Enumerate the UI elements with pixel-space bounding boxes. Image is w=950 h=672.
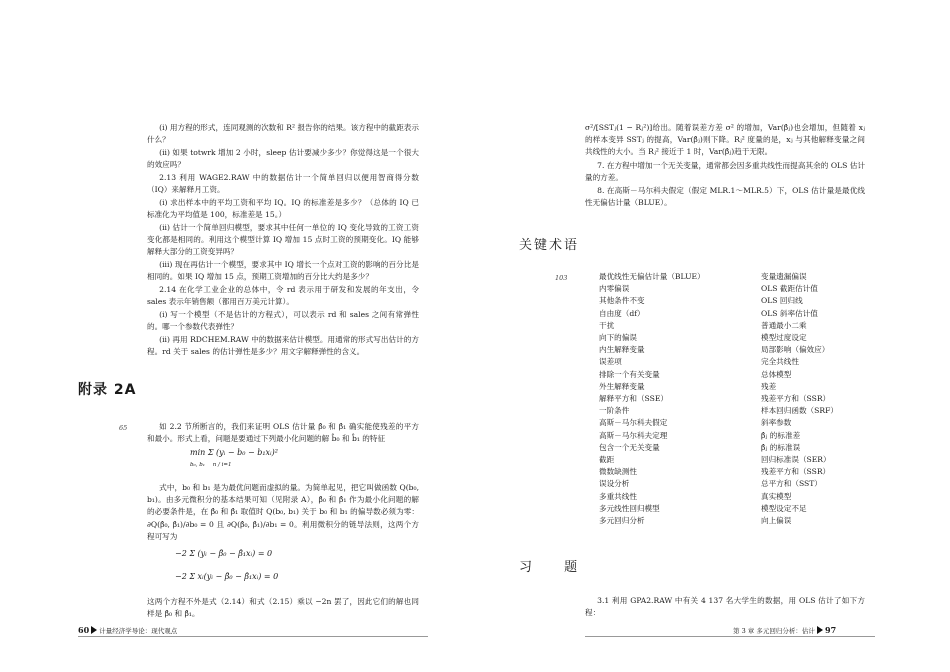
term: 误设分析 <box>599 479 630 489</box>
term: 局部影响（偏效应） <box>761 345 830 355</box>
equation-1: −2 Σ (yᵢ − β̂₀ − β̂₁xᵢ) = 0 <box>175 549 273 558</box>
formula-min-subscript: b₀, b₁ <box>190 462 205 468</box>
left-footer-title: 计量经济学导论：现代观点 <box>99 627 178 635</box>
term: 干扰 <box>599 320 615 330</box>
term: OLS 斜率估计值 <box>761 308 818 318</box>
term: 向下的偏误 <box>599 333 637 343</box>
right-paragraph: 8. 在高斯－马尔科夫假定（假定 MLR.1～MLR.5）下，OLS 估计量是最优线性无偏估计量（BLUE）。 <box>585 186 865 208</box>
left-paragraph: (i) 用方程的形式，连同观测的次数和 R² 报告你的结果。该方程中的截距表示什么？ <box>147 123 419 145</box>
term: 高斯－马尔科夫定理 <box>599 430 668 440</box>
key-terms-heading: 关键术语 <box>519 238 580 253</box>
formula-sum-limits: n / i=1 <box>212 462 232 468</box>
left-paragraph: 2.13 利用 WAGE2.RAW 中的数据估计一个简单回归以便用智商得分数（IQ）来解释月工资。 <box>147 173 419 195</box>
right-paragraph: 7. 在方程中增加一个无关变量，通常都会因多重共线性而提高其余的 OLS 估计量的方差。 <box>585 161 865 183</box>
term: 高斯－马尔科夫假定 <box>599 418 668 428</box>
left-paragraph: (i) 求出样本中的平均工资和平均 IQ。IQ 的标准差是多少？（总体的 IQ 已标准化为平均值是 100，标准差是 15。） <box>147 198 419 220</box>
left-paragraph: 2.14 在化学工业企业的总体中，令 rd 表示用于研发和发展的年支出，令 sales 表示年销售额（都用百万美元计算）。 <box>147 285 419 307</box>
term: 总平方和（SST） <box>761 479 822 489</box>
term: 自由度（df） <box>599 308 645 318</box>
term: 多重共线性 <box>599 491 637 501</box>
term: 总体模型 <box>761 369 792 379</box>
appendix-body: 式中，b₀ 和 b₁ 是为最优问题而虚拟的量。为简单起见，把它叫做函数 Q(b₀, b₁)。由多元微积分的基本结果可知（见附录 A），β̂₀ 和 β̂₁ 作为最小化问题的解的必要条件是，在 β̂₀ 和 β̂₁ 取值时 Q(b₀, b₁) 关于 b₀ 和 b₁ 的偏导数必须为零：∂Q(β̂₀, β̂₁)/∂b₀ = 0 且 ∂Q(β̂₀, β̂₁)/∂b₁ = 0。利用微积分的链导法则，这两个方程可写为 <box>147 483 419 541</box>
right-footer-rule <box>585 636 875 637</box>
exercises-heading: 习 题 <box>519 560 592 575</box>
term: 模型设定不足 <box>761 503 807 513</box>
term: 残差平方和（SSR） <box>761 467 831 477</box>
key-terms-col1 <box>599 271 705 527</box>
term: 内生解释变量 <box>599 345 645 355</box>
term: OLS 截距估计值 <box>761 284 818 294</box>
term: 斜率参数 <box>761 418 792 428</box>
term: 样本回归函数（SRF） <box>761 406 838 416</box>
right-footer-title: 第 3 章 多元回归分析：估计 <box>733 627 815 635</box>
margin-page-number: 103 <box>555 274 568 282</box>
equation-2: −2 Σ xᵢ(yᵢ − β̂₀ − β̂₁xᵢ) = 0 <box>175 572 279 581</box>
appendix-intro: 如 2.2 节所断言的，我们来证明 OLS 估计量 β̂₀ 和 β̂₁ 确实能使残差的平方和最小。形式上看，问题是要通过下列最小化问题的解 b̂₀ 和 b̂₁ 的特征 <box>147 422 419 444</box>
right-page <box>475 0 950 672</box>
term: 包含一个无关变量 <box>599 442 660 452</box>
footer-arrow-icon <box>91 626 97 634</box>
term: 排除一个有关变量 <box>599 369 660 379</box>
term: 其他条件不变 <box>599 296 645 306</box>
term: 多元回归分析 <box>599 516 645 526</box>
term: 普通最小二乘 <box>761 320 807 330</box>
minimization-subscript <box>190 462 231 468</box>
footer-arrow-icon <box>817 626 823 634</box>
term: 内零偏误 <box>599 284 630 294</box>
left-paragraph: (ii) 估计一个简单回归模型，要求其中任何一单位的 IQ 变化导致的工资工资变化都是相同的。利用这个模型计算 IQ 增加 15 点时工资的预期变化。IQ 能够解释大部分的工资变异吗？ <box>147 223 419 257</box>
left-paragraph: (ii) 再用 RDCHEM.RAW 中的数据来估计模型。用通常的形式写出估计的方程。rd 关于 sales 的估计弹性是多少？用文字解释弹性的含义。 <box>147 335 419 357</box>
left-footer-page: 60 <box>78 625 90 635</box>
term: 向上偏误 <box>761 516 792 526</box>
term: β̂ⱼ 的标准差 <box>761 430 801 440</box>
right-footer <box>733 625 836 635</box>
term: 误差项 <box>599 357 622 367</box>
term: 回归标准误（SER） <box>761 455 831 465</box>
term: 真实模型 <box>761 491 792 501</box>
term: 残差 <box>761 381 777 391</box>
term: 变量遗漏偏误 <box>761 272 807 281</box>
margin-page-number: 65 <box>119 424 128 432</box>
left-footer <box>78 625 177 635</box>
left-paragraph: (i) 写一个模型（不是估计的方程式），可以表示 rd 和 sales 之间有常弹性的。哪一个参数代表弹性？ <box>147 310 419 332</box>
term: 解释平方和（SSE） <box>599 394 668 404</box>
left-paragraph: (ii) 如果 totwrk 增加 2 小时，sleep 估计要减少多少？你觉得这是一个很大的效应吗？ <box>147 148 419 170</box>
minimization-formula <box>190 448 278 457</box>
key-terms-col2 <box>761 271 838 527</box>
term: 残差平方和（SSR） <box>761 394 831 404</box>
term: β̂ⱼ 的标准误 <box>761 442 801 452</box>
right-footer-page: 97 <box>825 625 837 635</box>
term: 多元线性回归模型 <box>599 503 660 513</box>
term: 一阶条件 <box>599 406 630 416</box>
left-paragraph: (iii) 现在再估计一个模型，要求其中 IQ 增长一个点对工资的影响的百分比是相同的。如果 IQ 增加 15 点，预期工资增加的百分比大约是多少？ <box>147 260 419 282</box>
right-paragraph: σ²/[SSTⱼ(1 − Rⱼ²)]给出。随着误差方差 σ² 的增加，Var(β̂ⱼ)也会增加，但随着 xⱼ 的样本变异 SSTⱼ 的提高，Var(β̂ⱼ)则下降。Rⱼ² 度量的是，xⱼ 与其他解释变量之间共线性的大小。当 Rⱼ² 接近于 1 时，Var(β̂ⱼ)趋于无限。 <box>585 123 865 157</box>
term: 外生解释变量 <box>599 381 645 391</box>
exercise-3-1: 3.1 利用 GPA2.RAW 中有关 4 137 名大学生的数据，用 OLS 估计了如下方程： <box>585 596 865 618</box>
appendix-heading: 附录 2A <box>78 382 137 398</box>
term: 最优线性无偏估计量（BLUE） <box>599 272 705 281</box>
left-footer-rule <box>78 636 428 637</box>
term: 微数缺测性 <box>599 467 637 477</box>
term: OLS 回归线 <box>761 296 803 306</box>
term: 模型过度设定 <box>761 333 807 343</box>
term: 截距 <box>599 455 615 465</box>
formula-min: min Σ (yᵢ − b₀ − b₁xᵢ)² <box>190 448 278 457</box>
appendix-end: 这两个方程不外是式（2.14）和式（2.15）乘以 −2n 罢了，因此它们的解也同样是 β̂₀ 和 β̂₁。 <box>147 597 419 619</box>
term: 完全共线性 <box>761 357 799 367</box>
